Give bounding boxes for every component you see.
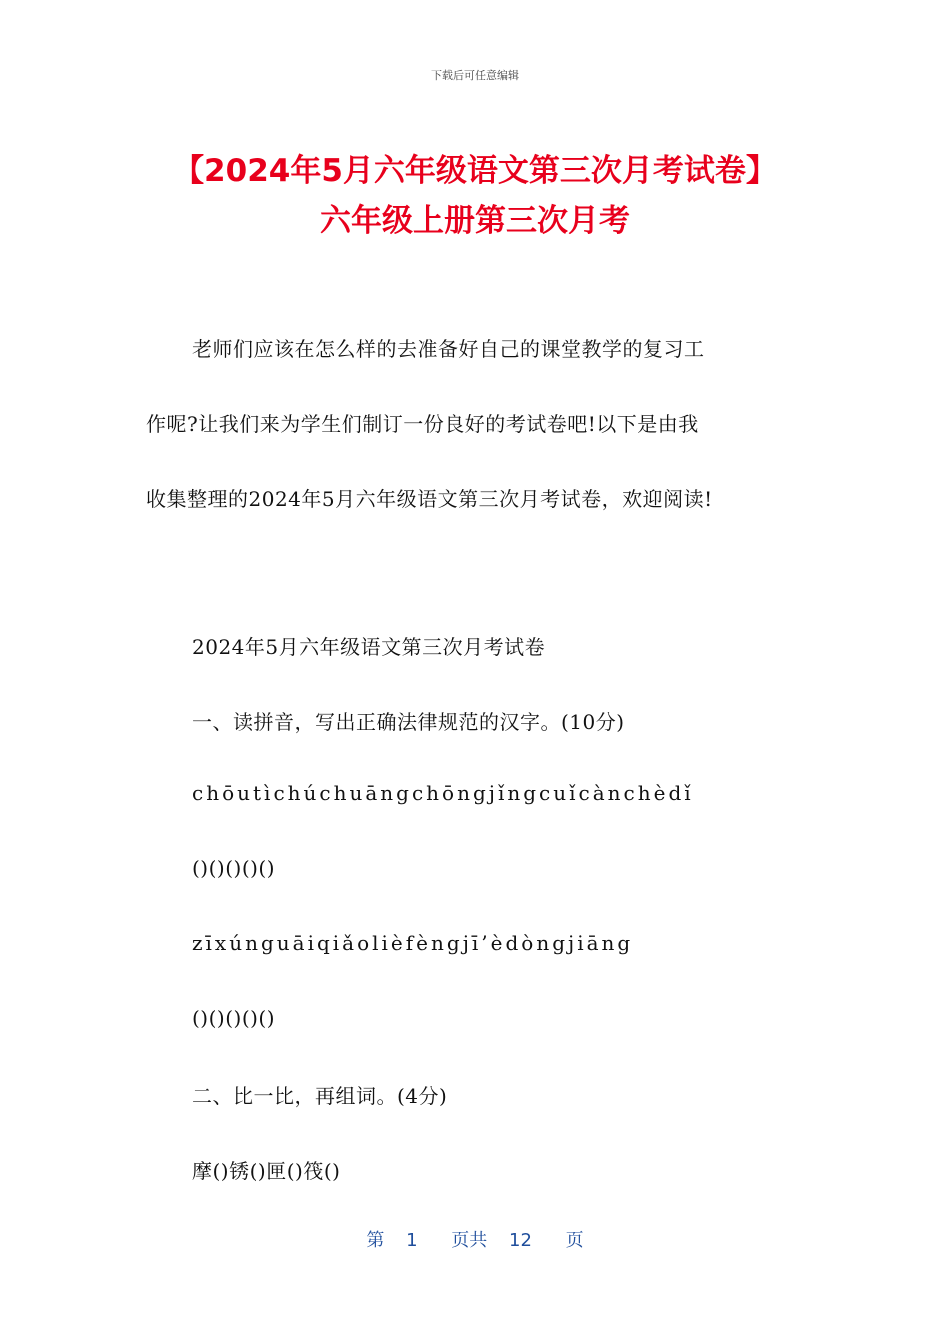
document-title-line-2: 六年级上册第三次月考 [320, 203, 630, 239]
intro-paragraph-line-1: 老师们应该在怎么样的去准备好自己的课堂教学的复习工 [192, 337, 705, 361]
footer-middle: 页共 [451, 1230, 488, 1251]
footer-suffix: 页 [565, 1230, 584, 1251]
footer-prefix: 第 [366, 1230, 385, 1251]
intro-paragraph-line-2: 作呢?让我们来为学生们制订一份良好的考试卷吧!以下是由我 [146, 412, 699, 436]
question-1-pinyin-row-2: zīxúnguāiqiǎolièfèngjī’èdòngjiāng [192, 931, 634, 955]
footer-current-page: 1 [406, 1230, 418, 1251]
question-1-blanks-row-2: ()()()()() [192, 1006, 276, 1030]
question-2-prompt: 二、比一比，再组词。(4分) [192, 1084, 448, 1108]
question-2-items: 摩()锈()匣()筏() [192, 1159, 341, 1183]
exam-heading: 2024年5月六年级语文第三次月考试卷 [192, 635, 546, 659]
intro-paragraph-line-3: 收集整理的2024年5月六年级语文第三次月考试卷，欢迎阅读! [146, 487, 713, 511]
question-1-blanks-row-1: ()()()()() [192, 856, 276, 880]
document-title-line-1: 【2024年5月六年级语文第三次月考试卷】 [173, 153, 777, 189]
question-1-prompt: 一、读拼音，写出正确法律规范的汉字。(10分) [192, 710, 625, 734]
footer-total-pages: 12 [509, 1230, 532, 1251]
page-number-footer [0, 1226, 950, 1252]
question-1-pinyin-row-1: chōutìchúchuāngchōngjǐngcuǐcànchèdǐ [192, 781, 694, 805]
header-note: 下载后可任意编辑 [431, 69, 519, 82]
